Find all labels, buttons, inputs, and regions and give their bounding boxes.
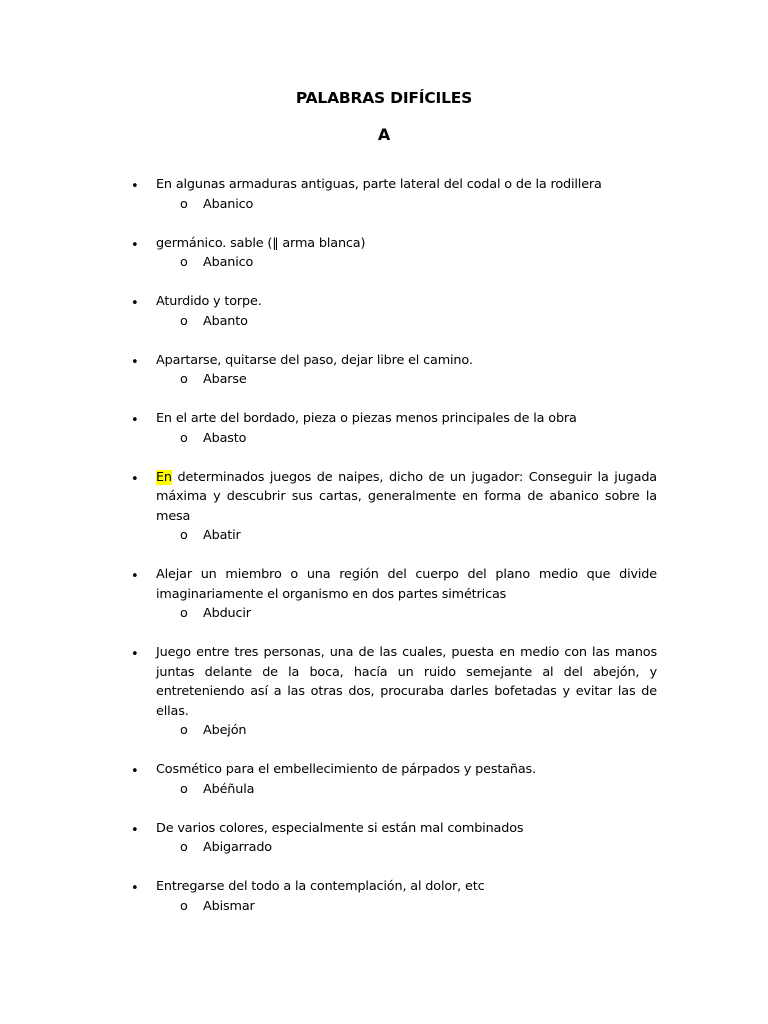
word-row: [0, 721, 768, 741]
list-item: [0, 175, 768, 214]
word-row: [0, 897, 768, 917]
definition-rest: determinados juegos de naipes, dicho de un jugador: Conseguir la jugada máxima y descubrir sus cartas, generalmente en forma de abanico sobre la mesa: [156, 469, 657, 524]
word-row: [0, 838, 768, 858]
word-text: Abanico: [203, 255, 254, 270]
bullet-icon: •: [131, 296, 139, 311]
list-item: [0, 565, 768, 624]
word-text: Abéñula: [203, 781, 255, 797]
bullet-icon: •: [131, 647, 139, 662]
definition-text: Entregarse del todo a la contemplación, al dolor, etc: [156, 879, 485, 894]
word-text: Abanico: [203, 196, 254, 212]
bullet-icon: •: [131, 354, 139, 370]
definition-text: germánico. sable (‖ arma blanca): [156, 235, 366, 251]
sub-bullet-icon: o: [180, 840, 188, 855]
sub-bullet-icon: o: [180, 528, 188, 543]
sub-bullet-icon: o: [180, 313, 188, 329]
word-text: Abismar: [203, 898, 255, 914]
word-row: [0, 604, 768, 624]
list-item: [0, 819, 768, 858]
word-text: Abigarrado: [203, 840, 272, 855]
definition-text: En algunas armaduras antiguas, parte lateral del codal o de la rodillera: [156, 177, 602, 192]
bullet-icon: •: [131, 881, 139, 896]
list-item: [0, 351, 768, 390]
definition-text: En el arte del bordado, pieza o piezas menos principales de la obra: [156, 411, 577, 426]
word-row: [0, 370, 768, 390]
sub-bullet-icon: o: [180, 898, 188, 914]
list-item: [0, 760, 768, 799]
word-row: [0, 780, 768, 800]
word-text: Abanto: [203, 313, 248, 329]
sub-bullet-icon: o: [180, 255, 188, 270]
definition-text: De varios colores, especialmente si están mal combinados: [156, 820, 524, 836]
word-row: [0, 195, 768, 215]
word-row: [0, 253, 768, 273]
list-item: [0, 468, 768, 546]
word-row: [0, 312, 768, 332]
sub-bullet-icon: o: [180, 606, 188, 621]
definition-text: Apartarse, quitarse del paso, dejar libre el camino.: [156, 352, 473, 368]
bullet-icon: •: [131, 822, 139, 838]
page-title: PALABRAS DIFÍCILES: [295, 89, 473, 107]
definition-text: [156, 468, 657, 527]
bullet-icon: •: [131, 237, 139, 253]
bullet-icon: •: [131, 413, 139, 428]
list-item: [0, 409, 768, 448]
bullet-icon: •: [131, 179, 139, 194]
list-item: [0, 877, 768, 916]
word-text: Abatir: [203, 528, 241, 543]
word-text: Abarse: [203, 372, 247, 387]
word-text: Abasto: [203, 430, 247, 446]
bullet-icon: •: [131, 569, 139, 584]
sub-bullet-icon: o: [180, 196, 188, 212]
list-item: [0, 234, 768, 273]
sub-bullet-icon: o: [180, 781, 188, 797]
list-item: [0, 292, 768, 331]
sub-bullet-icon: o: [180, 723, 188, 738]
word-row: [0, 526, 768, 546]
definition-text: Cosmético para el embellecimiento de párpados y pestañas.: [156, 762, 536, 777]
bullet-icon: •: [131, 764, 139, 779]
definition-text: Alejar un miembro o una región del cuerpo del plano medio que divide imaginariamente el organismo en dos partes simétricas: [156, 567, 657, 602]
definition-text: Aturdido y torpe.: [156, 294, 262, 309]
highlighted-word: En: [156, 469, 172, 485]
section-letter: A: [377, 125, 391, 144]
entry-list: [0, 175, 768, 936]
list-item: [0, 643, 768, 741]
sub-bullet-icon: o: [180, 430, 188, 446]
word-text: Abducir: [203, 606, 251, 621]
word-row: [0, 429, 768, 449]
sub-bullet-icon: o: [180, 372, 188, 387]
word-text: Abejón: [203, 723, 247, 738]
definition-text: Juego entre tres personas, una de las cuales, puesta en medio con las manos juntas delante de la boca, hacía un ruido semejante al del abejón, y entreteniendo así a las otras dos, procuraba darles bofetadas y evitar las de ellas.: [156, 645, 657, 719]
bullet-icon: •: [131, 471, 139, 487]
